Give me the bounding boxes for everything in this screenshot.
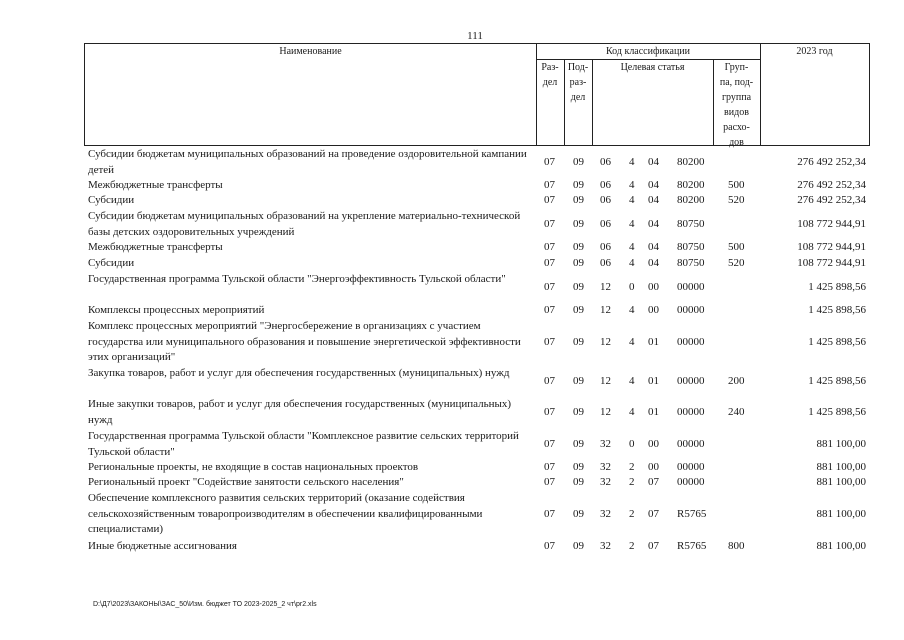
row-subprogram: 4 xyxy=(629,194,635,206)
row-direction: 00000 xyxy=(677,438,705,450)
row-razdel: 07 xyxy=(544,336,555,348)
row-subprogram: 0 xyxy=(629,281,635,293)
row-program: 32 xyxy=(600,438,611,450)
row-program: 12 xyxy=(600,375,611,387)
row-podrazdel: 09 xyxy=(573,281,584,293)
header-razdel: Раз- дел xyxy=(541,62,559,88)
row-razdel: 07 xyxy=(544,375,555,387)
row-podrazdel: 09 xyxy=(573,438,584,450)
row-podrazdel: 09 xyxy=(573,508,584,520)
row-direction: 00000 xyxy=(677,336,705,348)
row-direction: 80200 xyxy=(677,179,705,191)
row-subprogram: 4 xyxy=(629,218,635,230)
row-direction: 80750 xyxy=(677,218,705,230)
row-vr: 800 xyxy=(728,540,745,552)
row-vr: 500 xyxy=(728,179,745,191)
row-program: 06 xyxy=(600,156,611,168)
row-vr: 520 xyxy=(728,257,745,269)
row-direction: R5765 xyxy=(677,540,707,552)
header-year: 2023 год xyxy=(796,46,833,57)
row-name: Государственная программа Тульской области "Комплексное развитие сельских территорий Тульской области" xyxy=(88,430,519,458)
row-razdel: 07 xyxy=(544,461,555,473)
header-target: Целевая статья xyxy=(620,62,685,73)
row-event: 01 xyxy=(648,375,659,387)
row-event: 07 xyxy=(648,508,659,520)
row-razdel: 07 xyxy=(544,179,555,191)
row-name: Субсидии xyxy=(88,194,135,206)
row-direction: 00000 xyxy=(677,476,705,488)
row-sum: 276 492 252,34 xyxy=(797,156,866,168)
row-name: Субсидии бюджетам муниципальных образований на укрепление материально-технической базы детских оздоровительных учреждений xyxy=(88,210,521,238)
row-direction: 00000 xyxy=(677,461,705,473)
row-sum: 1 425 898,56 xyxy=(808,304,866,316)
row-program: 12 xyxy=(600,304,611,316)
row-direction: 00000 xyxy=(677,406,705,418)
row-program: 06 xyxy=(600,194,611,206)
row-sum: 881 100,00 xyxy=(816,476,866,488)
row-name: Субсидии xyxy=(88,257,135,269)
table-header xyxy=(84,43,870,146)
row-sum: 881 100,00 xyxy=(816,461,866,473)
row-subprogram: 4 xyxy=(629,156,635,168)
divider xyxy=(564,59,565,145)
table-row xyxy=(88,240,868,256)
table-row xyxy=(88,429,868,460)
row-subprogram: 4 xyxy=(629,179,635,191)
row-program: 06 xyxy=(600,218,611,230)
header-name: Наименование xyxy=(279,46,342,57)
divider xyxy=(536,59,760,60)
row-razdel: 07 xyxy=(544,194,555,206)
row-sum: 108 772 944,91 xyxy=(797,241,866,253)
row-podrazdel: 09 xyxy=(573,194,584,206)
row-program: 06 xyxy=(600,257,611,269)
table-row xyxy=(88,272,868,303)
row-program: 12 xyxy=(600,406,611,418)
divider xyxy=(760,44,761,145)
row-sum: 1 425 898,56 xyxy=(808,406,866,418)
row-podrazdel: 09 xyxy=(573,336,584,348)
row-name: Обеспечение комплексного развития сельских территорий (оказание содействия сельскохозяйственным товаропроизводителям в обеспечении квалифицированными специалистами) xyxy=(88,492,483,535)
row-name: Государственная программа Тульской области "Энергоэффективность Тульской области" xyxy=(88,273,506,285)
row-razdel: 07 xyxy=(544,508,555,520)
row-podrazdel: 09 xyxy=(573,156,584,168)
row-event: 00 xyxy=(648,304,659,316)
row-direction: 00000 xyxy=(677,304,705,316)
divider xyxy=(713,59,714,145)
row-event: 01 xyxy=(648,336,659,348)
row-razdel: 07 xyxy=(544,438,555,450)
row-program: 06 xyxy=(600,241,611,253)
header-code-group: Код классификации xyxy=(605,46,691,57)
row-vr: 500 xyxy=(728,241,745,253)
row-name: Закупка товаров, работ и услуг для обеспечения государственных (муниципальных) нужд xyxy=(88,367,510,379)
row-subprogram: 2 xyxy=(629,508,635,520)
table-row xyxy=(88,366,868,397)
row-razdel: 07 xyxy=(544,281,555,293)
row-program: 12 xyxy=(600,336,611,348)
row-podrazdel: 09 xyxy=(573,476,584,488)
row-name: Региональный проект "Содействие занятости сельского населения" xyxy=(88,476,404,488)
row-razdel: 07 xyxy=(544,218,555,230)
row-name: Иные бюджетные ассигнования xyxy=(88,540,237,552)
row-razdel: 07 xyxy=(544,406,555,418)
header-vr: Груп- па, под- группа видов расхо- дов xyxy=(719,62,754,148)
row-direction: 00000 xyxy=(677,375,705,387)
row-sum: 881 100,00 xyxy=(816,438,866,450)
row-event: 04 xyxy=(648,257,659,269)
table-row xyxy=(88,539,868,555)
row-sum: 1 425 898,56 xyxy=(808,281,866,293)
row-direction: 80200 xyxy=(677,194,705,206)
row-name: Комплексы процессных мероприятий xyxy=(88,304,265,316)
row-name: Межбюджетные трансферты xyxy=(88,179,223,191)
row-event: 04 xyxy=(648,241,659,253)
row-subprogram: 4 xyxy=(629,304,635,316)
row-podrazdel: 09 xyxy=(573,540,584,552)
table-row xyxy=(88,178,868,194)
row-vr: 240 xyxy=(728,406,745,418)
row-event: 04 xyxy=(648,156,659,168)
file-path-footer: D:\Д7\2023\ЗАКОНЫ\ЗАС_50\Изм. бюджет ТО 2023-2025_2 чт\pr2.xls xyxy=(93,601,317,608)
table-row xyxy=(88,475,868,491)
row-program: 12 xyxy=(600,281,611,293)
row-program: 32 xyxy=(600,540,611,552)
row-subprogram: 4 xyxy=(629,375,635,387)
row-podrazdel: 09 xyxy=(573,218,584,230)
header-podrazdel: Под- раз- дел xyxy=(567,62,589,103)
row-subprogram: 4 xyxy=(629,406,635,418)
row-sum: 276 492 252,34 xyxy=(797,194,866,206)
row-podrazdel: 09 xyxy=(573,257,584,269)
table-row xyxy=(88,491,868,538)
row-razdel: 07 xyxy=(544,257,555,269)
table-row xyxy=(88,460,868,476)
row-sum: 881 100,00 xyxy=(816,508,866,520)
row-program: 32 xyxy=(600,461,611,473)
table-row xyxy=(88,193,868,209)
row-name: Иные закупки товаров, работ и услуг для обеспечения государственных (муниципальных) нужд xyxy=(88,398,512,426)
row-direction: 80750 xyxy=(677,241,705,253)
table-row xyxy=(88,256,868,272)
table-row xyxy=(88,319,868,366)
row-razdel: 07 xyxy=(544,241,555,253)
row-event: 04 xyxy=(648,194,659,206)
row-podrazdel: 09 xyxy=(573,241,584,253)
table-row xyxy=(88,209,868,240)
row-subprogram: 4 xyxy=(629,257,635,269)
row-event: 00 xyxy=(648,281,659,293)
row-sum: 1 425 898,56 xyxy=(808,375,866,387)
row-subprogram: 4 xyxy=(629,336,635,348)
row-razdel: 07 xyxy=(544,540,555,552)
row-event: 04 xyxy=(648,179,659,191)
row-vr: 200 xyxy=(728,375,745,387)
row-sum: 276 492 252,34 xyxy=(797,179,866,191)
row-event: 01 xyxy=(648,406,659,418)
row-podrazdel: 09 xyxy=(573,375,584,387)
table-row xyxy=(88,303,868,319)
table-row xyxy=(88,147,868,178)
row-subprogram: 4 xyxy=(629,241,635,253)
table-row xyxy=(88,397,868,428)
row-sum: 881 100,00 xyxy=(816,540,866,552)
row-direction: 00000 xyxy=(677,281,705,293)
row-direction: 80200 xyxy=(677,156,705,168)
row-sum: 108 772 944,91 xyxy=(797,257,866,269)
row-podrazdel: 09 xyxy=(573,406,584,418)
row-subprogram: 0 xyxy=(629,438,635,450)
divider xyxy=(592,59,593,145)
row-program: 06 xyxy=(600,179,611,191)
row-podrazdel: 09 xyxy=(573,304,584,316)
row-podrazdel: 09 xyxy=(573,461,584,473)
row-name: Субсидии бюджетам муниципальных образований на проведение оздоровительной кампании детей xyxy=(88,148,527,176)
row-direction: R5765 xyxy=(677,508,707,520)
row-event: 00 xyxy=(648,461,659,473)
page-number: 111 xyxy=(467,30,483,42)
row-subprogram: 2 xyxy=(629,461,635,473)
row-sum: 1 425 898,56 xyxy=(808,336,866,348)
row-event: 04 xyxy=(648,218,659,230)
row-program: 32 xyxy=(600,508,611,520)
row-direction: 80750 xyxy=(677,257,705,269)
row-program: 32 xyxy=(600,476,611,488)
row-razdel: 07 xyxy=(544,304,555,316)
row-name: Межбюджетные трансферты xyxy=(88,241,223,253)
row-vr: 520 xyxy=(728,194,745,206)
row-razdel: 07 xyxy=(544,476,555,488)
row-name: Региональные проекты, не входящие в состав национальных проектов xyxy=(88,461,419,473)
row-event: 07 xyxy=(648,476,659,488)
row-event: 07 xyxy=(648,540,659,552)
row-podrazdel: 09 xyxy=(573,179,584,191)
row-event: 00 xyxy=(648,438,659,450)
row-razdel: 07 xyxy=(544,156,555,168)
row-sum: 108 772 944,91 xyxy=(797,218,866,230)
row-name: Комплекс процессных мероприятий "Энергосбережение в организациях с участием государства или муниципального образования и повышение энергетической эффективности этих организаций" xyxy=(88,320,521,363)
row-subprogram: 2 xyxy=(629,476,635,488)
row-subprogram: 2 xyxy=(629,540,635,552)
